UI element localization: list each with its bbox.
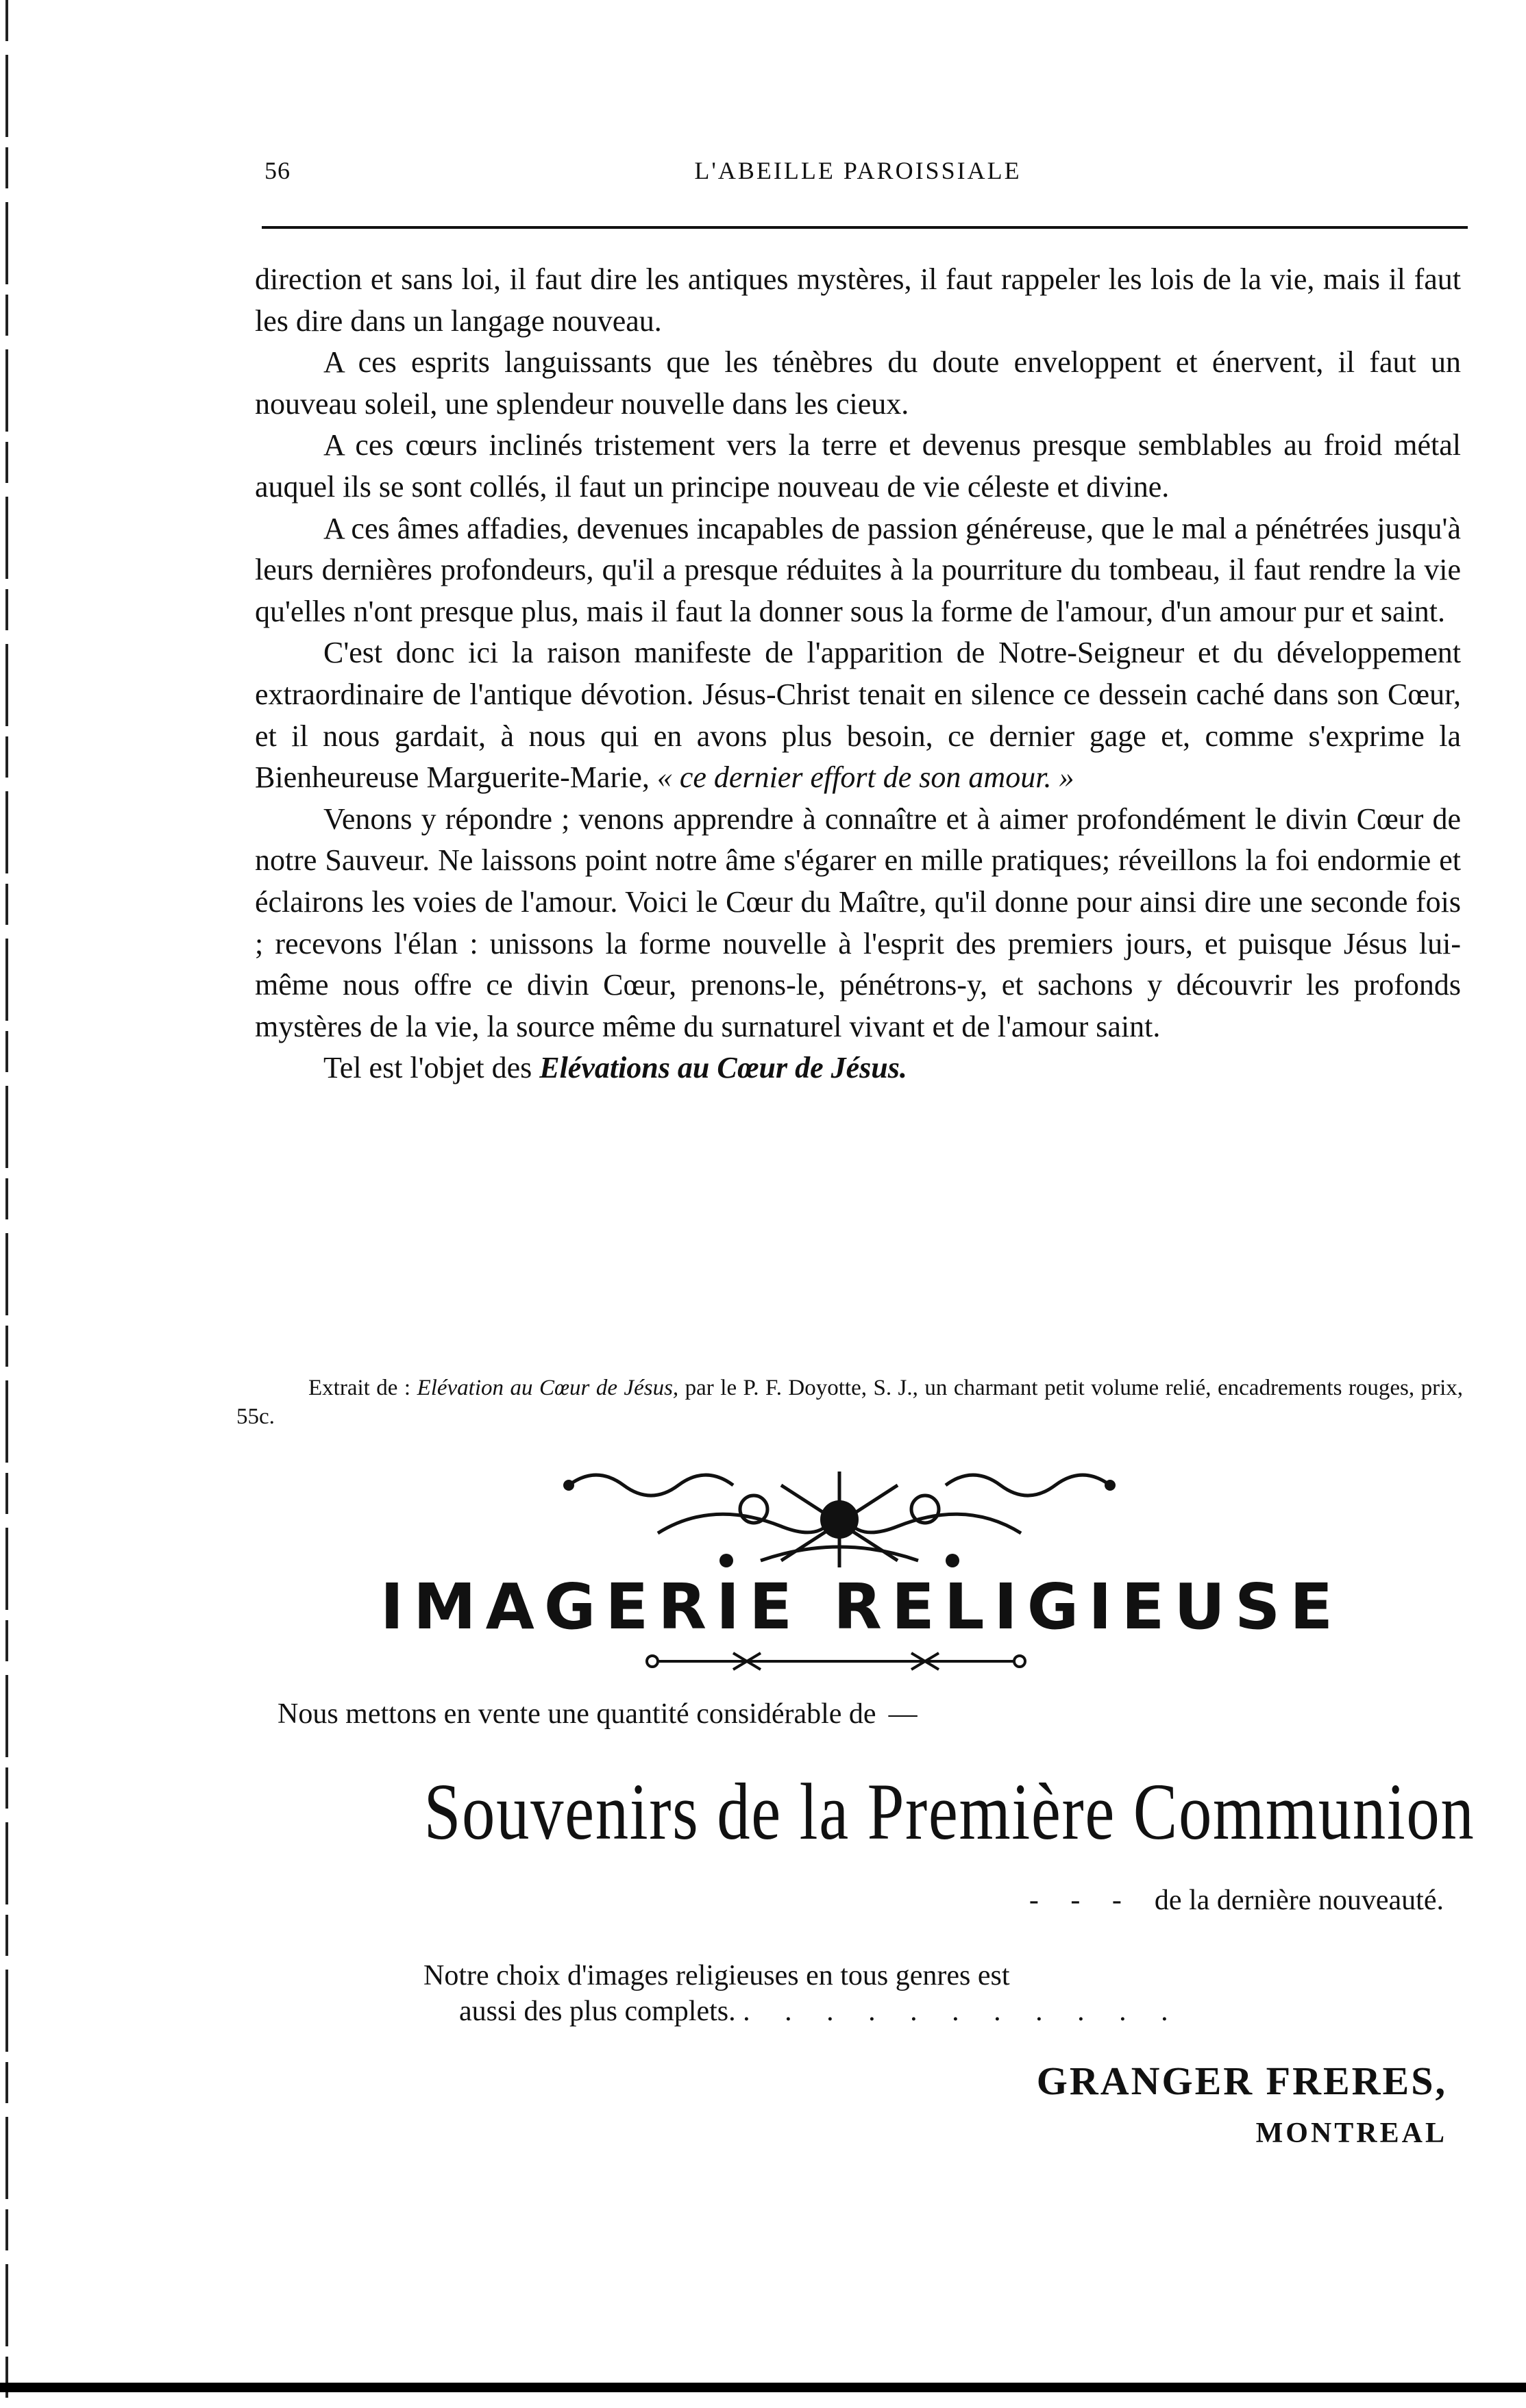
- paragraph-4: A ces âmes affadies, devenues incapables de passion généreuse, que le mal a pénétrées jusqu'à leurs dernières profondeurs, qu'il a presque réduites à la pourriture du tombeau, il faut rendre la vie qu'elles n'ont presque plus, mais il faut la donner sous la forme de l'amour, d'un amour pur et saint.: [255, 511, 1461, 628]
- header-rule: [262, 226, 1468, 229]
- closing-prefix: Tel est l'objet des: [323, 1051, 532, 1085]
- paragraph-6: Venons y répondre ; venons apprendre à connaître et à aimer profondément le divin Cœur de notre Sauveur. Ne laissons point notre âme s'égarer en mille pratiques; réveillons la foi endormie et éclairons les voies de l'amour. Voici le Cœur du Maître, qu'il donne pour ainsi dire une seconde fois ; recevons l'élan : unissons la forme nouvelle à l'esprit des premiers jours, et puisque Jésus lui-même nous offre ce divin Cœur, prenons-le, pénétrons-y, et sachons y découvrir les profonds mystères de la vie, la source même du surnaturel vivant et de l'amour saint.: [255, 802, 1461, 1043]
- ad-sub-dots: - - -: [1029, 1885, 1134, 1916]
- ad-choice-line-2: [423, 1994, 1182, 2029]
- paragraph-3: A ces cœurs inclinés tristement vers la terre et devenus presque semblables au froid métal auquel ils se sont collés, il faut un principe nouveau de vie céleste et divine.: [255, 428, 1461, 504]
- ad-choice: [423, 1958, 1182, 2029]
- company-city: MONTREAL: [1255, 2118, 1447, 2149]
- binding-edge: [5, 0, 8, 2408]
- company-name: GRANGER FRERES,: [1036, 2059, 1447, 2103]
- quote: « ce dernier effort de son amour. »: [656, 760, 1074, 795]
- citation: [236, 1374, 1463, 1431]
- article-body: [255, 259, 1461, 1089]
- ad-subline: [1029, 1884, 1444, 1917]
- ad-choice-dots: . . . . . . . . . . .: [743, 1996, 1182, 2027]
- citation-rest: par le P. F. Doyotte, S. J., un charmant petit volume relié, encadrements rouges, prix, 55c.: [236, 1376, 1464, 1429]
- ad-choice-line-2-text: aussi des plus complets.: [459, 1996, 736, 2027]
- page-number: 56: [264, 157, 291, 184]
- ad-headline: Souvenirs de la Première Communion: [423, 1767, 1475, 1857]
- closing-title: Elévations au Cœur de Jésus.: [539, 1051, 907, 1085]
- paragraph-5-text: C'est donc ici la raison manifeste de l'apparition de Notre-Seigneur et du développement extraordinaire de l'antique dévotion. Jésus-Christ tenait en silence ce dessein caché dans son Cœur, et il nous gardait, à nous qui en avons plus besoin, ce dernier gage et, comme s'exprime la Bienheureuse Marguerite-Marie,: [255, 636, 1461, 795]
- ad-intro-text: Nous mettons en vente une quantité considérable de: [278, 1698, 876, 1730]
- paragraph-2: A ces esprits languissants que les ténèbres du doute enveloppent et énervent, il faut un nouveau soleil, une splendeur nouvelle dans les cieux.: [255, 345, 1461, 421]
- paragraph-1: direction et sans loi, il faut dire les antiques mystères, il faut rappeler les lois de la vie, mais il faut les dire dans un langage nouveau.: [255, 262, 1461, 338]
- decorative-ornament: [555, 1458, 1124, 1574]
- ad-title: IMAGERIE RELIGIEUSE: [380, 1570, 1343, 1643]
- ad-intro: [278, 1698, 918, 1730]
- running-title: L'ABEILLE PAROISSIALE: [694, 157, 1022, 184]
- ad-choice-line-1: Notre choix d'images religieuses en tous genres est: [423, 1960, 1010, 1991]
- closing-line: [255, 1047, 1461, 1089]
- page-header: [255, 156, 1461, 189]
- ad-intro-dash: —: [888, 1698, 918, 1730]
- citation-work: Elévation au Cœur de Jésus,: [417, 1376, 679, 1400]
- bottom-edge: [0, 2383, 1526, 2392]
- ad-sub-text: de la dernière nouveauté.: [1154, 1885, 1444, 1916]
- citation-prefix: Extrait de :: [308, 1376, 411, 1400]
- paragraph-5: [255, 632, 1461, 798]
- title-ornament: [644, 1648, 1028, 1675]
